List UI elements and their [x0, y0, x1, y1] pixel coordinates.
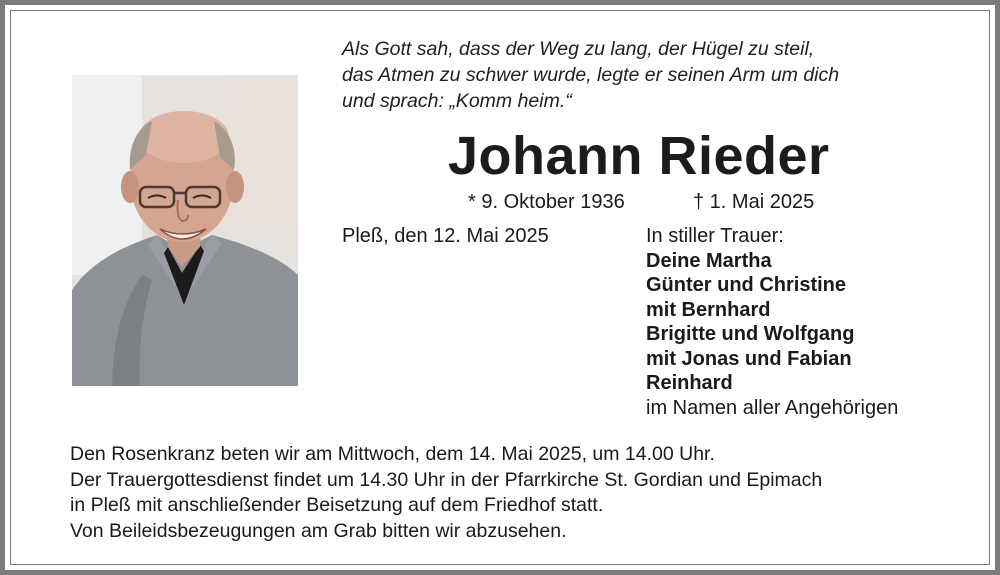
mourner-name: mit Bernhard	[646, 298, 771, 321]
mourning-intro: In stiller Trauer:	[646, 225, 784, 247]
deceased-name: Johann Rieder	[448, 126, 830, 186]
mourners-list	[646, 224, 898, 420]
footer-line: Der Trauergottesdienst findet um 14.30 Uhr in der Pfarrkirche St. Gordian und Epimach	[70, 468, 823, 491]
place-and-date: Pleß, den 12. Mai 2025	[342, 225, 549, 247]
birth-date: * 9. Oktober 1936	[468, 191, 625, 213]
portrait-photo	[72, 75, 298, 386]
quote-line: Als Gott sah, dass der Weg zu lang, der Hügel zu steil,	[342, 38, 815, 60]
footer-line: Von Beileidsbezeugungen am Grab bitten wir abzusehen.	[70, 519, 567, 542]
footer-line: in Pleß mit anschließender Beisetzung auf dem Friedhof statt.	[70, 494, 604, 516]
death-date: † 1. Mai 2025	[693, 191, 815, 213]
mourner-name: Günter und Christine	[646, 274, 846, 296]
mourning-closing: im Namen aller Angehörigen	[646, 396, 899, 419]
mourner-name: Reinhard	[646, 372, 733, 394]
quote-line: und sprach: „Komm heim.“	[342, 90, 572, 112]
mourner-name: mit Jonas und Fabian	[646, 347, 852, 370]
mourner-name: Brigitte und Wolfgang	[646, 323, 855, 345]
quote-line: das Atmen zu schwer wurde, legte er seinen Arm um dich	[342, 64, 840, 86]
footer-line: Den Rosenkranz beten wir am Mittwoch, dem 14. Mai 2025, um 14.00 Uhr.	[70, 443, 715, 465]
memorial-quote	[342, 36, 962, 114]
mourner-name: Deine Martha	[646, 249, 772, 272]
service-details	[70, 442, 970, 544]
